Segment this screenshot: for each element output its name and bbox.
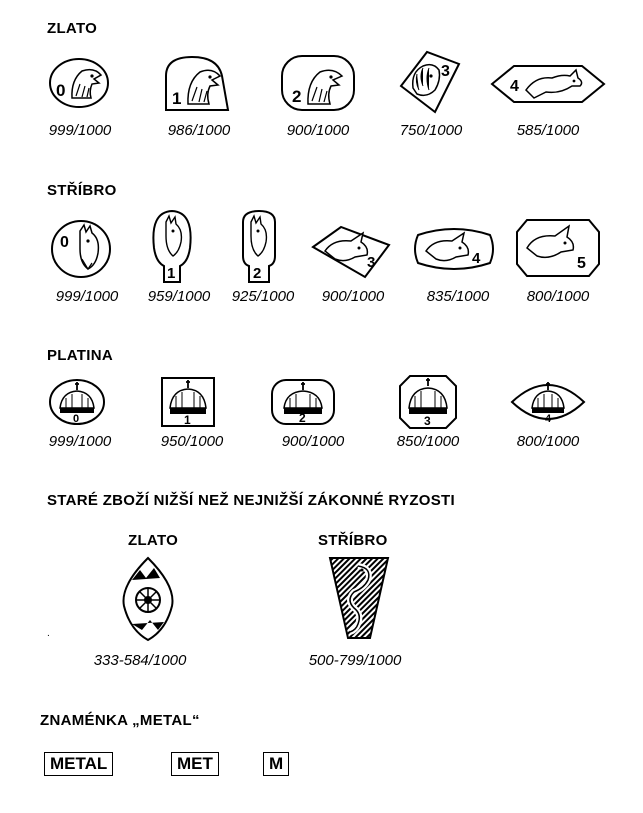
- silver-digit-5: 5: [577, 255, 586, 272]
- gold-digit-2: 2: [292, 87, 302, 106]
- silver-fineness-959: 959/1000: [147, 288, 211, 305]
- silver-digit-2: 2: [253, 265, 262, 282]
- platinum-digit-1: 1: [184, 413, 191, 427]
- silver-mark-800: [515, 218, 601, 278]
- platinum-heading: PLATINA: [47, 347, 113, 364]
- platinum-mark-850: [398, 374, 458, 430]
- gold-mark-986: [162, 54, 232, 112]
- silver-mark-925: [239, 208, 279, 284]
- platinum-mark-800: [510, 378, 586, 426]
- silver-mark-999: [50, 219, 112, 279]
- metal-stamp-metal: METAL: [44, 752, 113, 776]
- metal-stamp-m: M: [263, 752, 289, 776]
- gold-fineness-750: 750/1000: [399, 122, 463, 139]
- metal-heading: ZNAMÉNKA „METAL“: [40, 712, 200, 729]
- silver-fineness-835: 835/1000: [426, 288, 490, 305]
- silver-fineness-999: 999/1000: [55, 288, 119, 305]
- platinum-digit-0: 0: [73, 413, 80, 425]
- silver-mark-959: [148, 208, 196, 284]
- platinum-digit-4: 4: [545, 413, 552, 425]
- silver-mark-835: [414, 225, 494, 273]
- platinum-fineness-950: 950/1000: [160, 433, 224, 450]
- gold-fineness-986: 986/1000: [167, 122, 231, 139]
- old-goods-gold-fineness: 333-584/1000: [93, 652, 187, 669]
- gold-digit-0: 0: [56, 81, 66, 100]
- silver-digit-3: 3: [367, 254, 376, 271]
- silver-digit-0: 0: [60, 234, 69, 251]
- platinum-fineness-999: 999/1000: [48, 433, 112, 450]
- old-goods-silver-heading: STŘÍBRO: [318, 532, 388, 549]
- gold-digit-4: 4: [510, 78, 519, 95]
- platinum-mark-999: [48, 378, 106, 426]
- old-goods-gold-heading: ZLATO: [128, 532, 179, 549]
- gold-digit-3: 3: [441, 63, 450, 80]
- silver-heading: STŘÍBRO: [47, 182, 117, 199]
- gold-fineness-900: 900/1000: [286, 122, 350, 139]
- gold-fineness-999: 999/1000: [48, 122, 112, 139]
- silver-fineness-900: 900/1000: [321, 288, 385, 305]
- platinum-mark-950: [160, 376, 216, 428]
- platinum-mark-900: [270, 378, 336, 426]
- platinum-fineness-800: 800/1000: [516, 433, 580, 450]
- metal-stamp-met: MET: [171, 752, 219, 776]
- gold-digit-1: 1: [172, 89, 182, 108]
- silver-fineness-925: 925/1000: [231, 288, 295, 305]
- gold-heading: ZLATO: [47, 20, 98, 37]
- stray-dot: .: [47, 628, 50, 639]
- platinum-fineness-900: 900/1000: [281, 433, 345, 450]
- silver-digit-1: 1: [167, 265, 176, 282]
- gold-mark-900: [280, 54, 356, 112]
- platinum-fineness-850: 850/1000: [396, 433, 460, 450]
- gold-mark-585: [490, 64, 606, 104]
- snake-mark-icon: [328, 556, 390, 640]
- silver-fineness-800: 800/1000: [526, 288, 590, 305]
- gold-fineness-585: 585/1000: [516, 122, 580, 139]
- platinum-digit-3: 3: [424, 414, 431, 428]
- gold-mark-999: [48, 58, 110, 108]
- rosette-mark-icon: [120, 556, 176, 642]
- old-goods-silver-fineness: 500-799/1000: [308, 652, 402, 669]
- platinum-digit-2: 2: [299, 411, 306, 425]
- silver-digit-4: 4: [472, 250, 481, 267]
- silver-mark-900: [311, 225, 393, 279]
- gold-mark-750: [397, 50, 463, 114]
- old-goods-heading: STARÉ ZBOŽÍ NIŽŠÍ NEŽ NEJNIŽŠÍ ZÁKONNÉ RYZOSTI: [47, 492, 455, 509]
